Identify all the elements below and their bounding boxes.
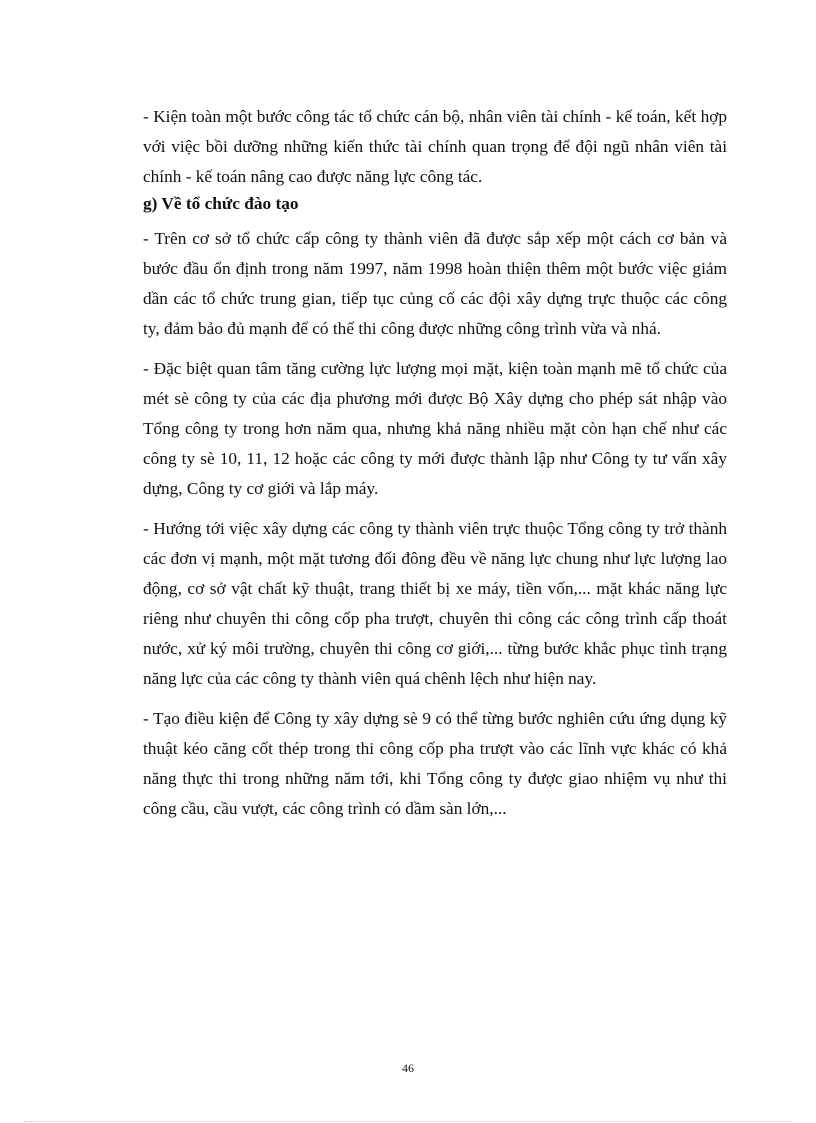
paragraph-finance-staff: - Kiện toàn một bước công tác tổ chức cán bộ, nhân viên tài chính - kế toán, kết hợp với việc bồi dưỡng những kiến thức tài chính quan trọng để đội ngũ nhân viên tài chính - kế toán nâng cao được năng lực công tác. bbox=[143, 107, 727, 186]
paragraph-company-9: - Tạo điều kiện để Công ty xây dựng sè 9 có thể từng bước nghiên cứu ứng dụng kỹ thuật kéo căng cốt thép trong thi công cốp pha trượt vào các lĩnh vực khác có khả năng thực thi trong những năm tới, khi Tổng công ty được giao nhiệm vụ như thi công cầu, cầu vượt, các công trình có dầm sàn lớn,... bbox=[143, 709, 727, 818]
paragraph-member-companies: - Trên cơ sở tổ chức cấp công ty thành viên đã được sắp xếp một cách cơ bản và bước đầu ổn định trong năm 1997, năm 1998 hoàn thiện thêm một bước việc giảm dần các tổ chức trung gian, tiếp tục củng cố các đội xây dựng trực thuộc các công ty, đảm bảo đủ mạnh để có thể thi công được những công trình vừa và nhá. bbox=[143, 229, 727, 338]
page-bottom-divider bbox=[24, 1121, 792, 1122]
paragraph-strengthen-forces: - Đặc biệt quan tâm tăng cường lực lượng mọi mặt, kiện toàn mạnh mẽ tổ chức của mét sè công ty của các địa phương mới được Bộ Xây dựng cho phép sát nhập vào Tổng công ty trong hơn năm qua, nhưng khả năng nhiều mặt còn hạn chế như các công ty sè 10, 11, 12 hoặc các công ty mới được thành lập như Công ty tư vấn xây dựng, Công ty cơ giới và lắp máy. bbox=[143, 359, 727, 498]
section-heading-training: g) Về tổ chức đào tạo bbox=[143, 194, 299, 213]
page-number: 46 bbox=[402, 1061, 414, 1075]
page-body bbox=[143, 102, 727, 834]
paragraph-strong-units: - Hướng tới việc xây dựng các công ty thành viên trực thuộc Tổng công ty trở thành các đơn vị mạnh, một mặt tương đối đông đều về năng lực chung như lực lượng lao động, cơ sở vật chất kỹ thuật, trang thiết bị xe máy, tiền vốn,... mặt khác năng lực riêng như chuyên thi công cốp pha trượt, chuyên thi công các công trình cấp thoát nước, xử ký môi trường, chuyên thi công cơ giới,... từng bước khắc phục tình trạng năng lực của các công ty thành viên quá chênh lệch như hiện nay. bbox=[143, 519, 727, 688]
